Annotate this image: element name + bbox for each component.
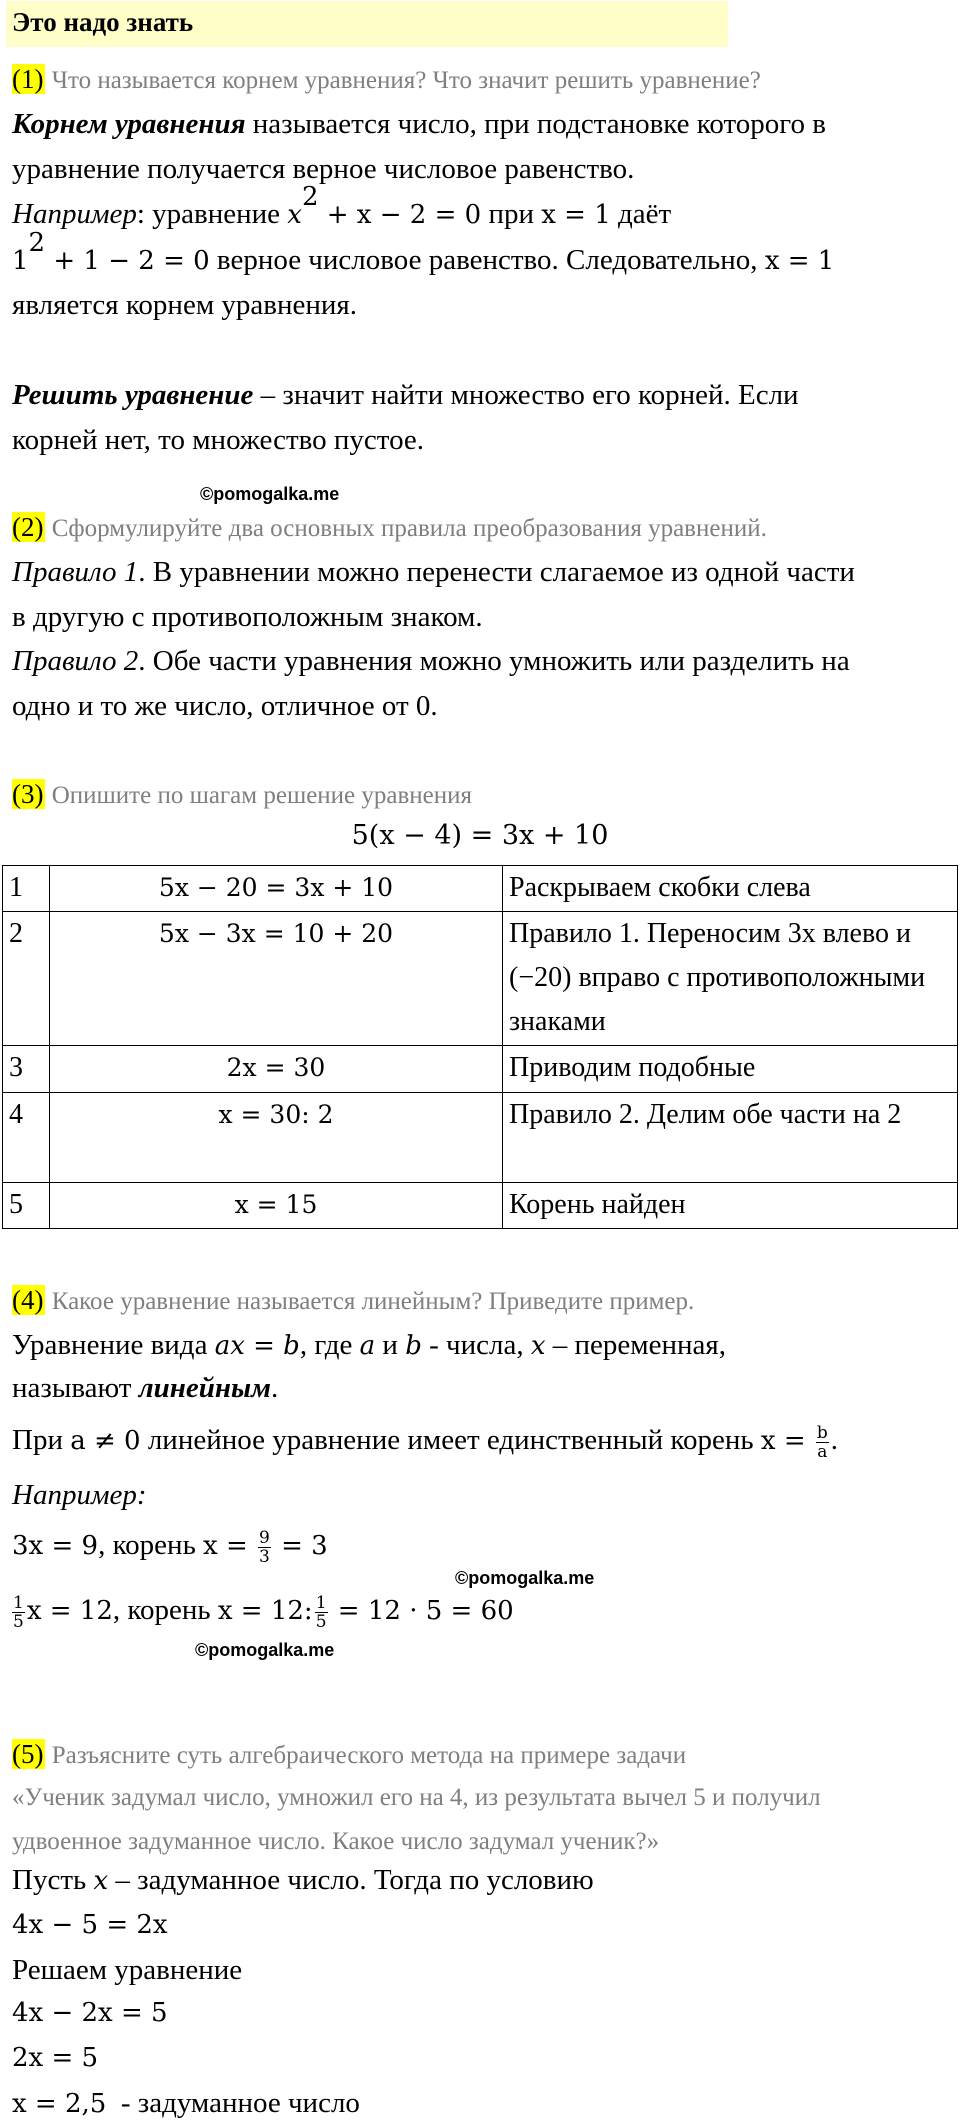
step-equation: 5x − 20 = 3x + 10 (50, 866, 503, 912)
step-number: 3 (3, 1046, 50, 1093)
table-row (3, 866, 958, 912)
text: : уравнение (136, 198, 288, 230)
equation: 5(x − 4) = 3x + 10 (351, 820, 609, 851)
question-1 (12, 61, 761, 99)
step-number: 4 (3, 1093, 50, 1183)
math-exponent: 2 (28, 227, 46, 258)
task-text: удвоенное задуманное число. Какое число задумал ученик?» (12, 1828, 660, 1855)
numerator: 1 (315, 1592, 327, 1613)
question-2 (12, 509, 767, 547)
text: даёт (610, 198, 672, 230)
solution-equation: 4x − 2x = 5 (12, 1998, 168, 2028)
math-exponent: 2 (301, 181, 319, 212)
example-label: Например: (12, 1479, 147, 1511)
numerator: b (816, 1422, 828, 1443)
header-title: Это надо знать (12, 7, 194, 37)
text: при (481, 198, 542, 230)
table-row (3, 1046, 958, 1093)
text: - числа, (421, 1329, 531, 1361)
math: ax = b (214, 1331, 300, 1361)
example-line-2 (12, 227, 835, 279)
numerator: 9 (259, 1527, 270, 1548)
math: + 1 − 2 = 0 (45, 246, 210, 276)
math: x = 12: (217, 1596, 313, 1626)
text: Пусть (12, 1864, 94, 1896)
task-text: «Ученик задумал число, умножил его на 4, из результата вычел 5 и получил (12, 1784, 821, 1811)
step-equation: x = 15 (50, 1183, 503, 1229)
math: 1 (12, 246, 29, 276)
fraction (816, 1424, 829, 1461)
math: x (530, 1331, 546, 1361)
math: a (359, 1331, 376, 1361)
math: x (287, 200, 302, 230)
text-line: в другую с противоположным знаком. (12, 601, 483, 633)
text: , где (299, 1329, 360, 1361)
step-equation: 2x = 30 (50, 1046, 503, 1093)
text-line: уравнение получается верное числовое равенство. (12, 153, 635, 185)
math: x = 1 (541, 200, 611, 230)
denominator: 5 (13, 1611, 24, 1632)
denominator: 3 (259, 1546, 270, 1567)
math: x = (760, 1426, 814, 1456)
denominator: a (817, 1441, 828, 1462)
fraction (12, 1594, 25, 1631)
fraction (258, 1529, 271, 1566)
math: x = 12 (26, 1596, 113, 1626)
text: При (12, 1424, 71, 1456)
example-2 (12, 1592, 514, 1631)
question-text: Что называется корнем уравнения? Что значит решить уравнение? (51, 67, 761, 94)
text: - задуманное число (106, 2087, 360, 2119)
text: – значит найти множество его корней. Если (253, 379, 799, 411)
fraction (315, 1594, 328, 1631)
text: верное числовое равенство. Следовательно, (209, 244, 765, 276)
step-description: Приводим подобные (503, 1046, 958, 1093)
watermark: ©pomogalka.me (200, 484, 340, 504)
text: и (375, 1329, 406, 1361)
math: b (405, 1331, 422, 1361)
question-text: Опишите по шагам решение уравнения (51, 782, 473, 809)
text-line: является корнем уравнения. (12, 289, 358, 321)
text: называется число, при подстановке которого в (245, 108, 826, 140)
table-row (3, 1183, 958, 1229)
definition-root (12, 106, 826, 142)
question-5 (12, 1736, 686, 1774)
text: линейное уравнение имеет единственный корень (140, 1424, 761, 1456)
question-text: Разъясните суть алгебраического метода на примере задачи (51, 1742, 687, 1769)
linear-def-line-2 (12, 1370, 278, 1406)
solution-answer (12, 2085, 360, 2122)
step-number: 5 (3, 1183, 50, 1229)
watermark: ©pomogalka.me (195, 1640, 335, 1660)
rule-2 (12, 643, 850, 679)
math: 3x = 9 (12, 1531, 99, 1561)
solution-line: Решаем уравнение (12, 1954, 243, 1986)
text: , корень (112, 1594, 218, 1626)
text: , корень (98, 1529, 204, 1561)
solution-equation: 2x = 5 (12, 2043, 99, 2073)
step-description: Раскрываем скобки слева (503, 866, 958, 912)
question-number: (5) (12, 1739, 44, 1769)
denominator: 5 (315, 1611, 327, 1632)
solution-line (12, 1862, 594, 1899)
rule-1 (12, 554, 855, 590)
numerator: 1 (13, 1592, 24, 1613)
steps-table (2, 865, 958, 1229)
step-description: Правило 1. Переносим 3x влево и (−20) вправо с противоположными знаками (503, 912, 958, 1046)
math: x = (203, 1531, 257, 1561)
example-label: Например (12, 198, 137, 230)
example-1 (12, 1527, 328, 1566)
question-3 (12, 776, 472, 814)
term: Решить уравнение (12, 379, 254, 411)
math: a ≠ 0 (70, 1426, 141, 1456)
step-description: Корень найден (503, 1183, 958, 1229)
definition-solve (12, 377, 799, 413)
math: = 12 · 5 = 60 (329, 1596, 514, 1626)
question-number: (3) (12, 779, 44, 809)
term: линейным (138, 1372, 271, 1404)
step-description: Правило 2. Делим обе части на 2 (503, 1093, 958, 1183)
question-text: Какое уравнение называется линейным? Приведите пример. (51, 1288, 695, 1315)
step-number: 1 (3, 866, 50, 912)
solution-equation: 4x − 5 = 2x (12, 1910, 168, 1940)
text: называют (12, 1372, 139, 1404)
watermark: ©pomogalka.me (455, 1568, 595, 1588)
text: Уравнение вида (12, 1329, 215, 1361)
text: . (270, 1372, 279, 1404)
question-4 (12, 1282, 694, 1320)
text: – задуманное число. Тогда по условию (108, 1864, 594, 1896)
question-text: Сформулируйте два основных правила преобразования уравнений. (51, 515, 767, 542)
text-line: одно и то же число, отличное от 0. (12, 690, 438, 722)
text: . В уравнении можно перенести слагаемое из одной части (138, 556, 855, 588)
linear-root-line (12, 1422, 838, 1461)
table-row (3, 1093, 958, 1183)
math: = 3 (272, 1531, 328, 1561)
question-number: (4) (12, 1285, 44, 1315)
math: x (93, 1866, 109, 1896)
math: x = 2,5 (12, 2089, 107, 2119)
question-number: (1) (12, 64, 44, 94)
math: + x − 2 = 0 (318, 200, 482, 230)
step-number: 2 (3, 912, 50, 1046)
table-row (3, 912, 958, 1046)
text: . (830, 1424, 839, 1456)
math: x = 1 (764, 246, 835, 276)
step-equation: 5x − 3x = 10 + 20 (50, 912, 503, 1046)
term: Корнем уравнения (12, 108, 246, 140)
linear-def-line (12, 1327, 726, 1364)
rule-label: Правило 2 (12, 645, 139, 677)
rule-label: Правило 1 (12, 556, 139, 588)
text-line: корней нет, то множество пустое. (12, 424, 425, 456)
example-line (12, 181, 672, 233)
text: – переменная, (545, 1329, 727, 1361)
step-equation: x = 30: 2 (50, 1093, 503, 1183)
text: . Обе части уравнения можно умножить или разделить на (138, 645, 850, 677)
question-number: (2) (12, 512, 44, 542)
